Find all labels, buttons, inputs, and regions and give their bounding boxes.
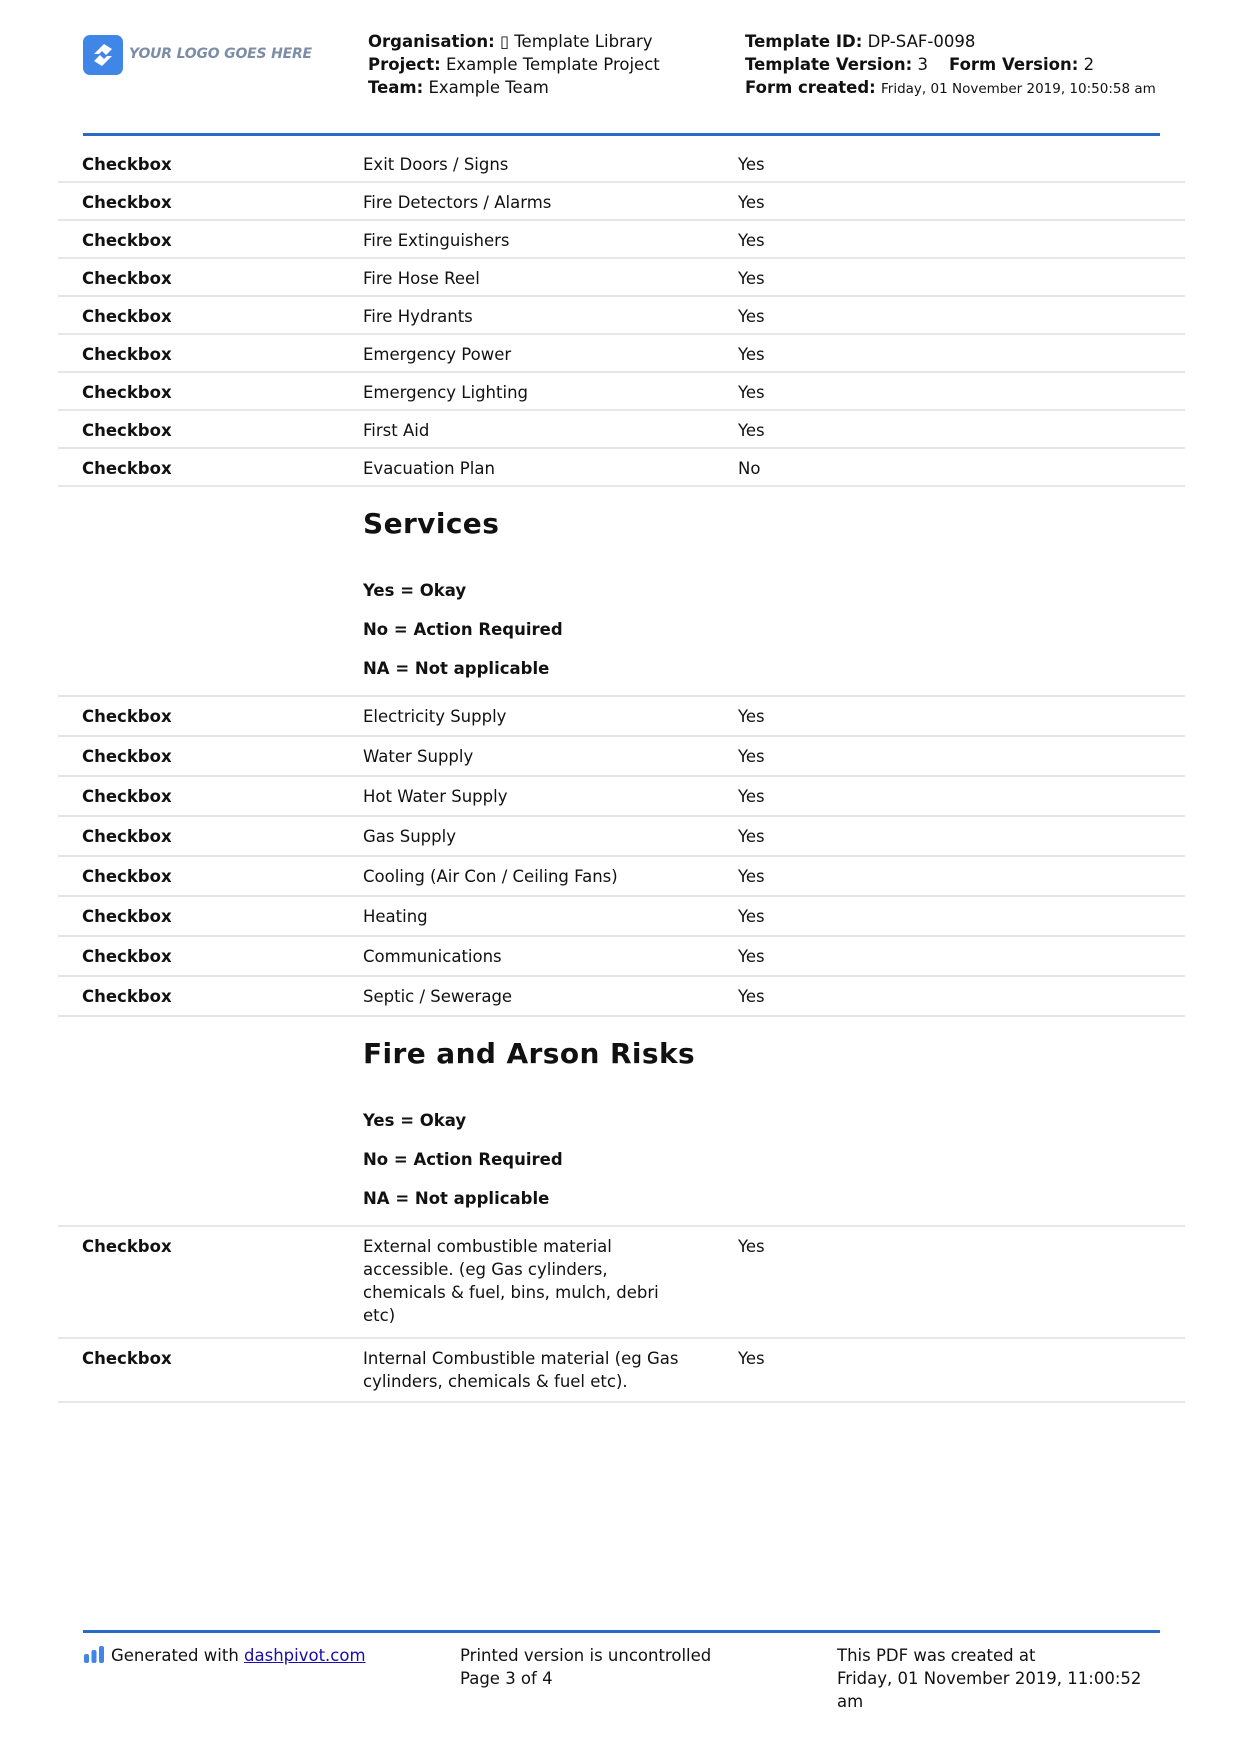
row-value: Yes [738, 827, 765, 846]
row-value: Yes [738, 155, 765, 174]
row-type: Checkbox [82, 193, 172, 212]
row-value: Yes [738, 947, 765, 966]
row-type: Checkbox [82, 155, 172, 174]
section-fire-arson [58, 1017, 1185, 1227]
table-row [58, 1227, 1185, 1339]
table-row [58, 977, 1185, 1017]
uncontrolled-note: Printed version is uncontrolled [460, 1646, 712, 1665]
legend-yes: Yes = Okay [363, 1111, 467, 1130]
row-value: Yes [738, 747, 765, 766]
row-label: External combustible material accessible. (eg Gas cylinders, chemicals & fuel, bins, mulch, debri etc) [363, 1237, 659, 1325]
row-label: Hot Water Supply [363, 787, 508, 806]
row-value: Yes [738, 907, 765, 926]
form-version-value: 2 [1083, 55, 1095, 74]
row-label: Cooling (Air Con / Ceiling Fans) [363, 867, 618, 886]
template-id-label: Template ID: [745, 32, 863, 51]
row-type: Checkbox [82, 307, 172, 326]
header-template-info [745, 30, 1165, 101]
table-row [58, 449, 1185, 487]
row-value: Yes [738, 421, 765, 440]
project-label: Project: [368, 55, 441, 74]
row-label: Septic / Sewerage [363, 987, 513, 1006]
generated-prefix: Generated with [111, 1646, 245, 1665]
row-type: Checkbox [82, 1349, 172, 1368]
row-type: Checkbox [82, 707, 172, 726]
team-value: Example Team [428, 78, 549, 97]
table-row [58, 221, 1185, 259]
project-value: Example Template Project [445, 55, 660, 74]
row-label: Evacuation Plan [363, 459, 495, 478]
section-title: Services [363, 507, 500, 540]
row-type: Checkbox [82, 269, 172, 288]
bar-chart-icon [83, 1645, 105, 1669]
table-row [58, 373, 1185, 411]
row-label: Emergency Lighting [363, 383, 528, 402]
table-row [58, 183, 1185, 221]
table-row [58, 897, 1185, 937]
row-value: Yes [738, 307, 765, 326]
pdf-created-info [837, 1644, 1157, 1713]
footer-divider [83, 1630, 1160, 1633]
row-label: Communications [363, 947, 502, 966]
legend-yes: Yes = Okay [363, 581, 467, 600]
table-row [58, 697, 1185, 737]
table-row [58, 259, 1185, 297]
row-value: Yes [738, 193, 765, 212]
row-label: Water Supply [363, 747, 474, 766]
legend-no: No = Action Required [363, 1150, 563, 1169]
row-label: Electricity Supply [363, 707, 507, 726]
page-header [83, 28, 1160, 136]
row-label: Heating [363, 907, 428, 926]
form-created-value: Friday, 01 November 2019, 10:50:58 am [881, 81, 1156, 97]
template-version-label: Template Version: [745, 55, 913, 74]
row-type: Checkbox [82, 787, 172, 806]
form-version-label: Form Version: [948, 55, 1079, 74]
row-label: Gas Supply [363, 827, 456, 846]
pdf-created-date: Friday, 01 November 2019, 11:00:52 am [837, 1669, 1142, 1711]
row-type: Checkbox [82, 459, 172, 478]
header-divider [83, 133, 1160, 136]
row-label: Fire Detectors / Alarms [363, 193, 552, 212]
row-label: Exit Doors / Signs [363, 155, 509, 174]
table-row [58, 737, 1185, 777]
table-row [58, 1339, 1185, 1403]
table-row [58, 777, 1185, 817]
row-type: Checkbox [82, 1237, 172, 1256]
row-value: Yes [738, 1237, 765, 1256]
organisation-value: ▯ Template Library [499, 32, 653, 51]
row-label: Fire Extinguishers [363, 231, 510, 250]
team-label: Team: [368, 78, 424, 97]
row-type: Checkbox [82, 421, 172, 440]
row-value: Yes [738, 867, 765, 886]
legend-na: NA = Not applicable [363, 1189, 550, 1208]
row-value: Yes [738, 345, 765, 364]
table-row [58, 335, 1185, 373]
row-value: Yes [738, 1349, 765, 1368]
row-type: Checkbox [82, 907, 172, 926]
row-type: Checkbox [82, 947, 172, 966]
page-number: Page 3 of 4 [460, 1669, 553, 1688]
table-row [58, 297, 1185, 335]
section-title: Fire and Arson Risks [363, 1037, 696, 1070]
row-label: First Aid [363, 421, 430, 440]
table-row [58, 817, 1185, 857]
row-value: Yes [738, 269, 765, 288]
row-value: Yes [738, 707, 765, 726]
table-row [58, 857, 1185, 897]
row-type: Checkbox [82, 383, 172, 402]
logo-mark-icon [83, 35, 123, 75]
row-type: Checkbox [82, 987, 172, 1006]
legend-no: No = Action Required [363, 620, 563, 639]
table-row [58, 937, 1185, 977]
dashpivot-link[interactable]: dashpivot.com [244, 1646, 366, 1665]
table-row [58, 411, 1185, 449]
row-label: Internal Combustible material (eg Gas cylinders, chemicals & fuel etc). [363, 1349, 679, 1391]
row-value: Yes [738, 383, 765, 402]
template-version-value: 3 [917, 55, 928, 74]
row-value: Yes [738, 231, 765, 250]
row-label: Emergency Power [363, 345, 512, 364]
row-type: Checkbox [82, 231, 172, 250]
row-label: Fire Hose Reel [363, 269, 480, 288]
pdf-created-label: This PDF was created at [837, 1646, 1036, 1665]
row-type: Checkbox [82, 345, 172, 364]
row-type: Checkbox [82, 827, 172, 846]
form-content [58, 145, 1185, 1403]
logo [83, 32, 313, 76]
table-row [58, 145, 1185, 183]
row-value: Yes [738, 987, 765, 1006]
legend-na: NA = Not applicable [363, 659, 550, 678]
row-type: Checkbox [82, 747, 172, 766]
row-type: Checkbox [82, 867, 172, 886]
generated-with [83, 1644, 366, 1669]
row-value: Yes [738, 787, 765, 806]
header-org-info [368, 30, 708, 99]
logo-text: YOUR LOGO GOES HERE [129, 46, 312, 62]
form-created-label: Form created: [745, 78, 876, 97]
organisation-label: Organisation: [368, 32, 495, 51]
template-id-value: DP-SAF-0098 [867, 32, 976, 51]
section-services [58, 487, 1185, 697]
row-label: Fire Hydrants [363, 307, 473, 326]
row-value: No [738, 459, 761, 478]
print-info [460, 1644, 711, 1690]
